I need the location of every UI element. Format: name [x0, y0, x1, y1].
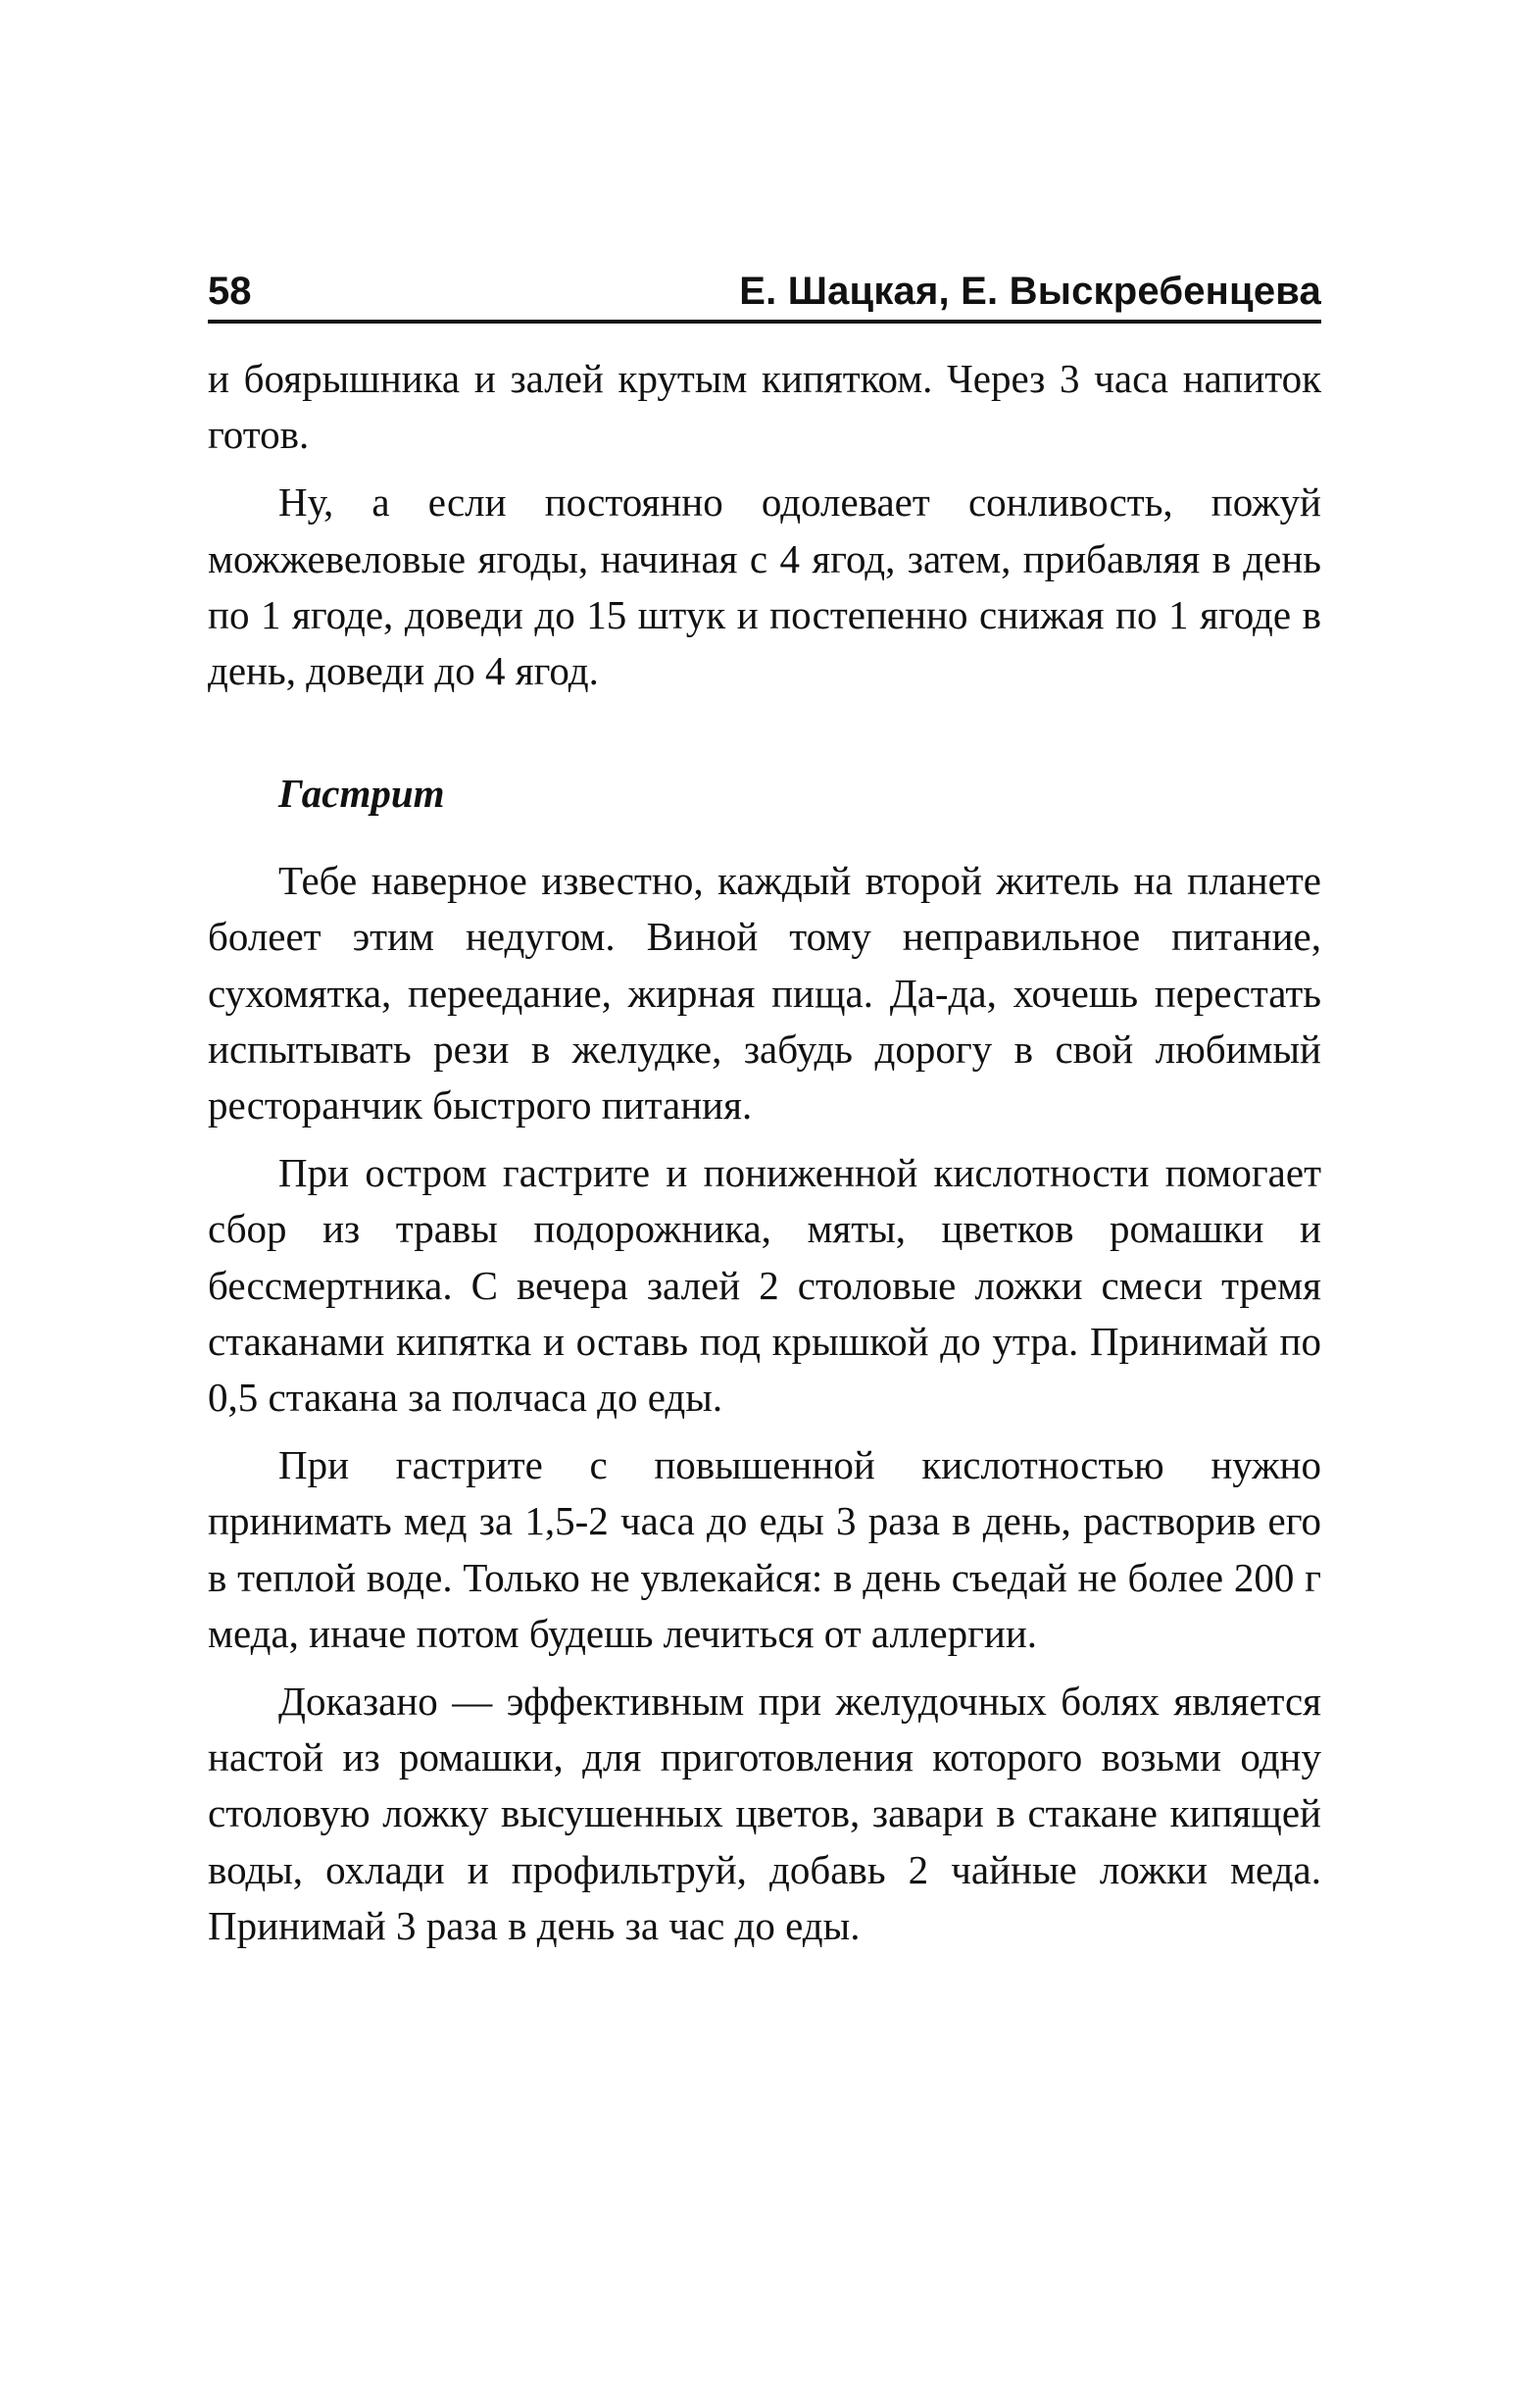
paragraph-gastritis-intro: Тебе наверное известно, каждый второй житель на планете болеет этим недугом. Виной тому неправильное питание, сухомятка, переедание, жирная пища. Да-да, хочешь перестать испытывать рези в желудке, забудь дорогу в свой любимый ресторанчик быстрого питания.: [208, 858, 1321, 1129]
paragraph-low-acidity: При остром гастрите и пониженной кислотности помогает сбор из травы подорожника, мяты, цветков ромашки и бессмертника. С вечера залей 2 столовые ложки смеси тремя стаканами кипятка и оставь под крышкой до утра. Принимай по 0,5 стакана за полчаса до еды.: [208, 1150, 1321, 1421]
section-title-gastritis: Гастрит: [278, 771, 445, 817]
paragraph-continued: и боярышника и залей крутым кипятком. Через 3 часа напиток готов.: [208, 356, 1321, 458]
page-number: 58: [208, 270, 252, 313]
paragraph-high-acidity: При гастрите с повышенной кислотностью нужно принимать мед за 1,5-2 часа до еды 3 раза в день, растворив его в теплой воде. Только не увлекайся: в день съедай не более 200 г меда, иначе потом будешь лечиться от аллергии.: [208, 1442, 1321, 1656]
running-head: [208, 263, 1321, 324]
book-page: [208, 263, 1321, 1966]
paragraph-drowsiness: Ну, а если постоянно одолевает сонливость, пожуй можжевеловые ягоды, начиная с 4 ягод, затем, прибавляя в день по 1 ягоде, доведи до 15 штук и постепенно снижая по 1 ягоде в день, доведи до 4 ягод.: [208, 479, 1321, 694]
page-body: [208, 351, 1321, 1954]
running-head-authors: Е. Шацкая, Е. Выскребенцева: [739, 270, 1321, 313]
paragraph-chamomile: Доказано — эффективным при желудочных болях является настой из ромашки, для приготовления которого возьми одну столовую ложку высушенных цветов, завари в стакане кипящей воды, охлади и профильтруй, добавь 2 чайные ложки меда. Принимай 3 раза в день за час до еды.: [208, 1679, 1321, 1948]
